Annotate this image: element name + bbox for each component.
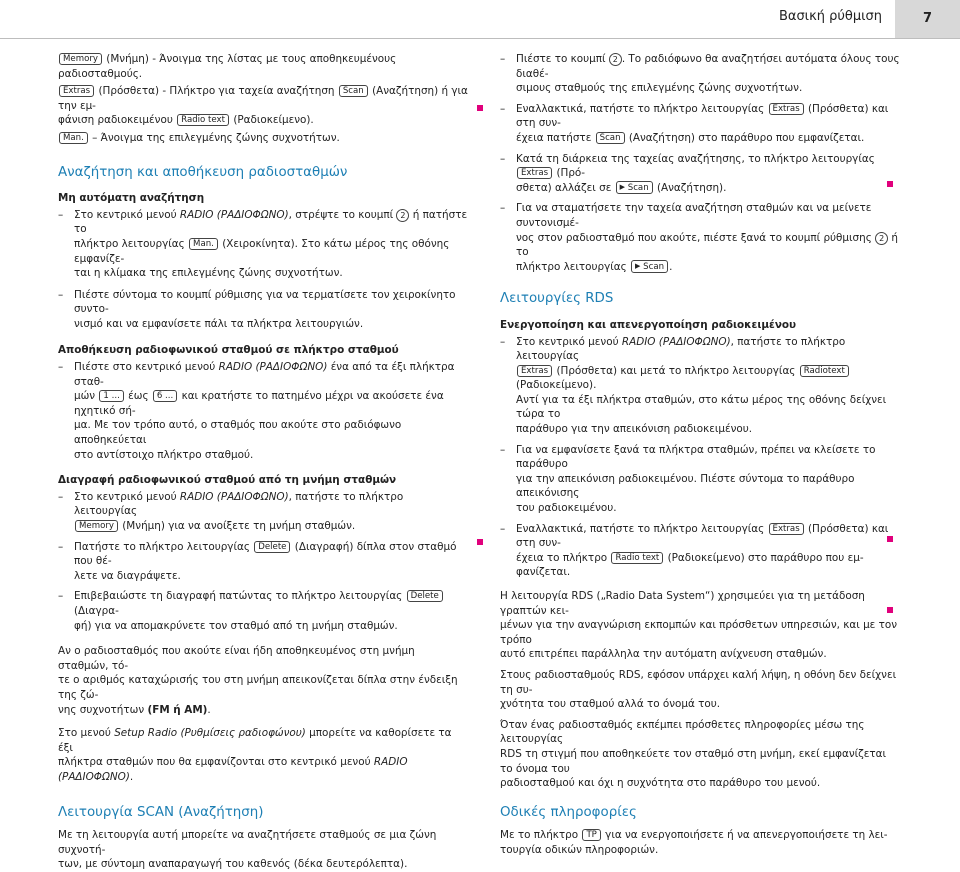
rt-step-1: – Στο κεντρικό μενού RADIO (ΡΑΔΙΟΦΩΝΟ), πατήστε το πλήκτρο λειτουργίας Extras (Πρόσθετα) και μετά το πλήκτρο λειτουργίας Radiotext (Ραδιοκείμενο). Αντί για τα έξι πλήκτρα σταθμών, στο κάτω μέρος της οθόνης δείχνει τώρα το παράθυρο για την απεικόνιση ραδιοκειμένου. xyxy=(500,335,900,437)
section-end-mark xyxy=(477,539,483,545)
scan-step-4: – Για να σταματήσετε την ταχεία αναζήτηση σταθμών και να μείνετε συντονισμέ- νος στον ραδιοσταθμό που ακούτε, πιέστε ξανά το κουμπί ρύθμισης 2 ή το πλήκτρο λειτουργίας ▶ Scan . xyxy=(500,201,900,274)
traffic-desc: Με το πλήκτρο TP για να ενεργοποιήσετε ή να απενεργοποιήσετε τη λει- τουργία οδικών πληροφοριών. xyxy=(500,829,888,856)
heading-scan: Λειτουργία SCAN (Αναζήτηση) xyxy=(58,804,264,820)
section-end-mark xyxy=(477,105,483,111)
heading-manual: Μη αυτόματη αναζήτηση xyxy=(58,192,205,205)
delete-step-2: – Πατήστε το πλήκτρο λειτουργίας Delete (Διαγραφή) δίπλα στον σταθμό που θέ- λετε να διαγράψετε. xyxy=(58,540,468,584)
section-end-mark xyxy=(887,536,893,542)
man-desc: Man. – Άνοιγμα της επιλεγμένης ζώνης συχνοτήτων. xyxy=(58,131,468,146)
heading-delete-station: Διαγραφή ραδιοφωνικού σταθμού από τη μνήμη σταθμών xyxy=(58,474,397,487)
play-icon: ▶ xyxy=(619,182,626,191)
manual-step-1: – Στο κεντρικό μενού RADIO (ΡΑΔΙΟΦΩΝΟ), στρέψτε το κουμπί 2 ή πατήστε το πλήκτρο λειτουργίας Man. (Χειροκίνητα). Στο κάτω μέρος της οθόνης εμφανίζε- ται η κλίμακα της επιλεγμένης ζώνης συχνοτήτων. xyxy=(58,208,468,281)
rds-para-1: Η λειτουργία RDS („Radio Data System“) χρησιμεύει για τη μετάδοση γραπτών κει- μένων για την αναγνώριση εκπομπών και πρόσθετων υπηρεσιών, και με τον τρόπο αυτό επιτρέπει παράλληλα την αυτόματη ανίχνευση σταθμών. xyxy=(500,590,898,661)
left-column xyxy=(58,48,468,872)
heading-radiotext: Ενεργοποίηση και απενεργοποίηση ραδιοκειμένου xyxy=(500,318,797,331)
rt-step-3: – Εναλλακτικά, πατήστε το πλήκτρο λειτουργίας Extras (Πρόσθετα) και στη συν- έχεια το πλήκτρο Radio text (Ραδιοκείμενο) στο παράθυρο που εμ- φανίζεται. xyxy=(500,522,900,580)
delete-step-3: – Επιβεβαιώστε τη διαγραφή πατώντας το πλήκτρο λειτουργίας Delete (Διαγρα- φή) για να απομακρύνετε τον σταθμό από τη μνήμη σταθμών. xyxy=(58,589,468,633)
header-divider xyxy=(0,38,960,39)
rds-para-2: Στους ραδιοσταθμούς RDS, εφόσον υπάρχει καλή λήψη, η οθόνη δεν δείχνει τη συ- χνότητα του σταθμού αλλά το όνομά του. xyxy=(500,668,897,711)
scan-step-1: – Πιέστε το κουμπί 2 . Το ραδιόφωνο θα αναζητήσει αυτόματα όλους τους διαθέ- σιμους σταθμούς της επιλεγμένης ζώνης συχνοτήτων. xyxy=(500,52,900,96)
scan-step-2: – Εναλλακτικά, πατήστε το πλήκτρο λειτουργίας Extras (Πρόσθετα) και στη συν- έχεια πατήστε Scan (Αναζήτηση) στο παράθυρο που εμφανίζεται. xyxy=(500,102,900,146)
memory-desc: Memory (Μνήμη) - Άνοιγμα της λίστας με τους αποθηκευμένους ραδιοσταθμούς. xyxy=(58,53,397,80)
play-icon: ▶ xyxy=(635,261,641,270)
section-end-mark xyxy=(887,607,893,613)
header-title: Βασική ρύθμιση xyxy=(778,9,882,24)
note-setup-radio: Στο μενού Setup Radio (Ρυθμίσεις ραδιοφώνου) μπορείτε να καθορίσετε τα έξι πλήκτρα σταθμών που θα εμφανίζονται στο κεντρικό μενού RADIO (ΡΑΔΙΟΦΩΝΟ). xyxy=(58,727,452,783)
rds-para-3: Όταν ένας ραδιοσταθμός εκπέμπει πρόσθετες πληροφορίες μέσω της λειτουργίας RDS τη στιγμή που αποθηκεύετε τον σταθμό στη μνήμη, εκεί εμφανίζεται το όνομα του ραδιοσταθμού και όχι η συχνότητα στο παράθυρο του μενού. xyxy=(500,718,887,790)
scan-desc: Με τη λειτουργία αυτή μπορείτε να αναζητήσετε σταθμούς σε μια ζώνη συχνοτή- των, με σύντομη αναπαραγωγή του καθενός (δέκα δευτερόλεπτα). xyxy=(58,829,437,871)
store-step: – Πιέστε στο κεντρικό μενού RADIO (ΡΑΔΙΟΦΩΝΟ) ένα από τα έξι πλήκτρα σταθ- μών 1 ... έως 6 ... και κρατήστε το πατημένο μέχρι να ακούσετε ένα ηχητικό σή- μα. Με τον τρόπο αυτό, ο σταθμός που ακούτε στο ραδιόφωνο αποθηκεύεται στο αντίστοιχο πλήκτρο σταθμού. xyxy=(58,360,468,462)
memory-key: Memory xyxy=(59,53,102,65)
heading-store-station: Αποθήκευση ραδιοφωνικού σταθμού σε πλήκτρο σταθμού xyxy=(58,343,399,356)
heading-search-store: Αναζήτηση και αποθήκευση ραδιοσταθμών xyxy=(58,164,348,180)
note-memory-index: Αν ο ραδιοσταθμός που ακούτε είναι ήδη αποθηκευμένος στη μνήμη σταθμών, τό- τε ο αριθμός καταχώρισής του στη μνήμη απεικονίζεται δίπλα στην ένδειξη της ζώ- νης συχνοτήτων (FM ή AM). xyxy=(58,645,458,716)
heading-traffic: Οδικές πληροφορίες xyxy=(500,804,637,820)
section-end-mark xyxy=(887,181,893,187)
scan-step-3: – Κατά τη διάρκεια της ταχείας αναζήτησης, το πλήκτρο λειτουργίας Extras (Πρό- σθετα) αλλάζει σε ▶ Scan (Αναζήτηση). xyxy=(500,152,900,196)
delete-step-1: – Στο κεντρικό μενού RADIO (ΡΑΔΙΟΦΩΝΟ), πατήστε το πλήκτρο λειτουργίας Memory (Μνήμη) για να ανοίξετε τη μνήμη σταθμών. xyxy=(58,490,468,534)
right-column xyxy=(500,48,900,858)
manual-step-2: – Πιέστε σύντομα το κουμπί ρύθμισης για να τερματίσετε τον χειροκίνητο συντο- νισμό και να εμφανίσετε πάλι τα πλήκτρα λειτουργιών. xyxy=(58,288,468,332)
page-number: 7 xyxy=(895,0,960,38)
heading-rds: Λειτουργίες RDS xyxy=(500,291,614,307)
rt-step-2: – Για να εμφανίσετε ξανά τα πλήκτρα σταθμών, πρέπει να κλείσετε το παράθυρο για την απεικόνιση ραδιοκειμένου. Πιέστε σύντομα το παράθυρο απεικόνισης του ραδιοκειμένου. xyxy=(500,443,900,516)
page-header xyxy=(0,0,960,38)
extras-desc: Extras (Πρόσθετα) - Πλήκτρο για ταχεία αναζήτηση Scan (Αναζήτηση) ή για την εμ- φάνιση ραδιοκειμένου Radio text (Ραδιοκείμενο). xyxy=(58,85,468,127)
